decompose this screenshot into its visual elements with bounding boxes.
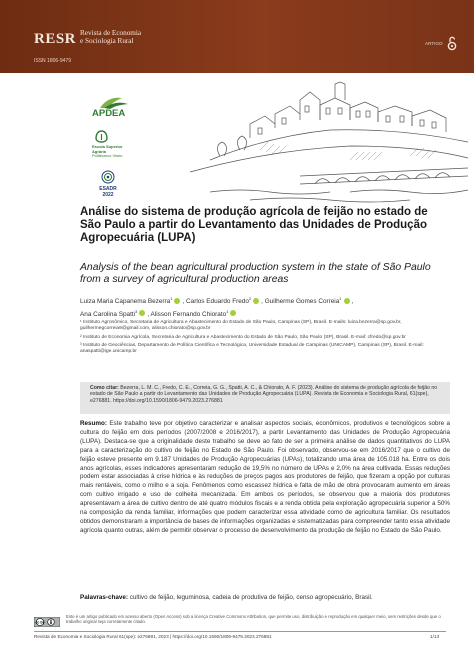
esadr-logo-icon bbox=[101, 170, 115, 184]
open-access-icon bbox=[446, 36, 458, 51]
keywords-text: cultivo de feijão, leguminosa, cadeia de produtiva de feijão, censo agropecuário, Brasil. bbox=[129, 594, 373, 601]
journal-header bbox=[0, 0, 474, 73]
orcid-icon[interactable] bbox=[253, 298, 259, 304]
abstract-label: Resumo: bbox=[80, 420, 107, 427]
orcid-icon[interactable] bbox=[174, 298, 180, 304]
citation-box bbox=[80, 382, 450, 414]
orcid-icon[interactable] bbox=[230, 310, 236, 316]
town-sketch-illustration bbox=[150, 80, 470, 210]
journal-logo: RESR bbox=[34, 31, 77, 47]
abstract bbox=[80, 420, 450, 536]
esadr-logo-text: ESADR 2022 bbox=[99, 186, 117, 198]
author-name: Guilherme Gomes Correia bbox=[264, 298, 340, 306]
orcid-icon[interactable] bbox=[139, 310, 145, 316]
journal-name: Revista de Economia e Sociologia Rural bbox=[80, 29, 142, 45]
author-name: Ana Carolina Spatti bbox=[80, 310, 136, 318]
citation-label: Como citar: bbox=[90, 385, 119, 391]
affiliation-item: ¹ Instituto Agronômico, Secretaria de Agricultura e Abastecimento do Estado de São Paulo, Campinas (SP), Brasil. E-mails: luiza.bezerra@sp.gov.br, guilhermegcorreia9@gmail.com, alisson.chiorato@sp.gov.br bbox=[80, 320, 402, 332]
escola-logo-icon bbox=[95, 130, 108, 143]
affiliations bbox=[80, 320, 450, 358]
article-title-pt: Análise do sistema de produção agrícola de feijão no estado de São Paulo a partir do Levantamento das Unidades de Produção Agropecuária (LUPA) bbox=[80, 206, 428, 244]
author-list: Luiza Maria Capanema Bezerra$^1$ , Carlos Eduardo Fredo$^2$ , Guilherme Gomes Correia$^1$ , Ana Carolina Spatti$^3$ , Alisson Fernando Chiorato$^1$ bbox=[80, 296, 354, 318]
apdea-logo-text: APDEA bbox=[92, 108, 126, 119]
author-name: Carlos Eduardo Fredo bbox=[186, 298, 249, 306]
journal-reference[interactable]: Revista de Economia e Sociologia Rural 61(spe): e276881, 2023 | https://doi.org/10.1590/1806-9479.2023.276881 bbox=[34, 634, 272, 639]
page-number: 1/13 bbox=[430, 634, 440, 639]
keywords-label: Palavras-chave: bbox=[80, 594, 128, 601]
orcid-icon[interactable] bbox=[344, 298, 350, 304]
keywords bbox=[80, 594, 450, 602]
escola-logo-text: Escola Superior Agrária Politécnico Viseu bbox=[92, 144, 123, 158]
affiliation-item: ³ Instituto de Geociências, Departamento de Política Científica e Tecnológica, Universidade Estadual de Campinas (UNICAMP), Campinas (SP), Brasil. E-mail: anaspatti@ige.unicamp.br bbox=[80, 342, 424, 355]
author-name: Luiza Maria Capanema Bezerra bbox=[80, 298, 171, 306]
abstract-text: Este trabalho teve por objetivo caracterizar e analisar aspectos sociais, econômicos, produtivos e tecnológicos sobre a cultura do feijão em dois períodos (2007/2008 e 2016/2017), a partir Levantamento das Unidades de Produção Agropecuária (LUPA). Destaca-se que a originalidade deste trabalho se deve ao fato de ser a primeira análise de dados quantitativos do LUPA para a caracterização do cultivo de feijão no Estado de São Paulo. Foi observado, observou-se em 2016/2017 que o cultivo de feijão esteve presente em 9.187 Unidades de Produção Agropecuárias (UPAs), totalizando uma área de 105.018 ha. Entre os dois anos agrícolas, esses indicadores apresentaram redução de 19,5% no número de UPAs e 2,0% na área cultivada. Essas reduções podem estar associadas à crise hídrica e às reduções de preços pagos aos produtores de feijão, que fizeram a opção por culturas mais rentáveis, como o milho e a soja. Fenômenos como escassez hídrica e falta de mão de obra provocaram aumento em áreas com cultivo irrigado e uso de colheita mecanizada. Em ambos os períodos, se observou que a maioria dos produtores apresentavam a área de cultivo dentro de até quatro módulos fiscais e a renda obtida pela exploração agropecuária superior a 50% na composição da renda familiar, informações que podem caracterizar essa atividade como de agricultura familiar. Os resultados obtidos demonstraram a importância de bases de informações organizadas e sistematizadas para compreender tanto essa atividade agrícola quanto outras, além de permitir observar o processo de desenvolvimento da produção de feijão no Estado de São Paulo. bbox=[80, 420, 450, 534]
issn-label: ISSN 1806-9479 bbox=[34, 58, 71, 64]
creative-commons-icon[interactable] bbox=[34, 617, 60, 627]
article-type-label: ARTIGO bbox=[425, 41, 443, 46]
footer-divider bbox=[34, 631, 446, 632]
license-note: Este é um artigo publicado em acesso aberto (Open Access) sob a licença Creative Commons Attribution, que permite uso, distribuição e reprodução em qualquer meio, sem restrições desde que o trabalho original seja corretamente citado. bbox=[66, 614, 441, 625]
affiliation-item: ² Instituto de Economia Agrícola, Secretaria de Agricultura e Abastecimento do Estado de São Paulo, São Paulo (SP), Brasil. E-mail: cfredo@sp.gov.br bbox=[80, 334, 406, 340]
article-title-en: Analysis of the bean agricultural production system in the state of São Paulo from a survey of agricultural production areas bbox=[80, 262, 431, 286]
citation-text[interactable]: Bezerra, L. M. C., Fredo, C. E., Correia, G. G., Spatti, A. C., & Chiorato, A. F. (2023). Análise do sistema de produção agrícola de feijão no estado de São Paulo a partir do Levantamento das Unidades de Produção Agropecuária (LUPA). Revista de Economia e Sociologia Rural, 61(spe), e276881. https://doi.org/10.1590/1806-9479.2023.276881 bbox=[90, 385, 438, 404]
author-name: Alisson Fernando Chiorato bbox=[150, 310, 227, 318]
cc-label: cc by bbox=[35, 620, 45, 625]
